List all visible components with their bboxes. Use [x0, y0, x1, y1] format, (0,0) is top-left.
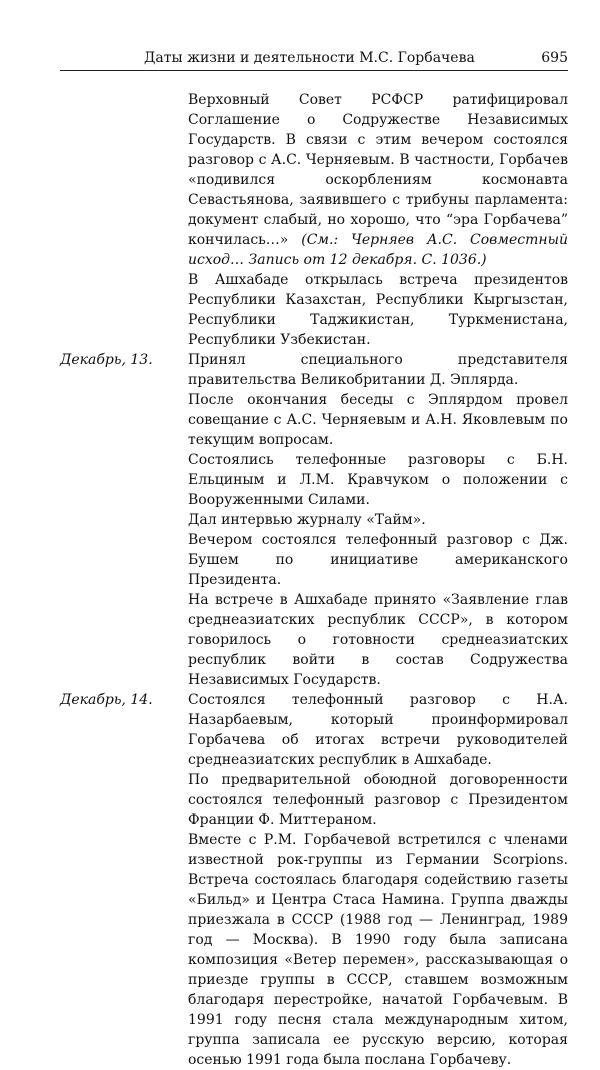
- paragraph: Вместе с Р.М. Горбачевой встретился с членами известной рок-группы из Германии Scorpions. Встреча состоялась благодаря содействию газеты «Бильд» и Центра Стаса Намина. Группа дважды приезжала в СССР (1988 год — Ленинград, 1989 год — Москва). В 1990 году была записана композиция «Ветер перемен», рассказывающая о приезде группы в СССР, ставшем возможным благодаря перестройке, начатой Горбачевым. В 1991 году песня стала международным хитом, группа записала ее русскую версию, которая осенью 1991 года была послана Горбачеву.: [188, 832, 568, 1068]
- entry-date: Декабрь, 13.: [60, 352, 153, 368]
- header-title: Даты жизни и деятельности М.С. Горбачева: [144, 50, 475, 66]
- entry-text: [188, 690, 568, 1070]
- paragraph: По предварительной обоюдной договоренности состоялся телефонный разговор с Президентом Франции Ф. Миттераном.: [188, 772, 568, 828]
- chronology-entry: [60, 690, 568, 1070]
- paragraph: Дал интервью журналу «Тайм».: [188, 512, 426, 528]
- page-number: 695: [541, 50, 568, 66]
- chronology-body: [60, 90, 568, 1070]
- running-header: [60, 48, 568, 72]
- paragraph-text: Верховный Совет РСФСР ратифицировал Соглашение о Содружестве Независимых Государств. В связи с этим вечером состоялся разговор с А.С. Черняевым. В частности, Горбачев «подивился оскорблениям космонавта Севастьянова, заявившего с трибуны парламента: документ слабый, но хорошо, что “эра Горбачева” кончилась…»: [188, 92, 568, 248]
- paragraph: В Ашхабаде открылась встреча президентов Республики Казахстан, Республики Кыргызстан, Республики Таджикистан, Туркменистана, Республики Узбекистан.: [188, 272, 568, 348]
- paragraph: На встрече в Ашхабаде принято «Заявление глав среднеазиатских республик СССР», в котором говорилось о готовности среднеазиатских республик войти в состав Содружества Независимых Государств.: [188, 592, 568, 688]
- paragraph: Состоялся телефонный разговор с Н.А. Назарбаевым, который проинформировал Горбачева об итогах встречи руководителей среднеазиатских республик в Ашхабаде.: [188, 692, 568, 768]
- entry-text: [188, 90, 568, 350]
- chronology-entry: [60, 90, 568, 350]
- chronology-entry: [60, 350, 568, 690]
- paragraph: [188, 90, 568, 270]
- entry-text: [188, 350, 568, 690]
- citation: (См.: Черняев А.С. Совместный исход… Запись от 12 декабря. С. 1036.): [188, 232, 568, 268]
- paragraph: Принял специального представителя правительства Великобритании Д. Эплярда.: [188, 352, 568, 388]
- paragraph: Вечером состоялся телефонный разговор с Дж. Бушем по инициативе американского Президента.: [188, 532, 568, 588]
- header-rule: [60, 70, 568, 71]
- entry-date: Декабрь, 14.: [60, 692, 153, 708]
- paragraph: После окончания беседы с Эплярдом провел совещание с А.С. Черняевым и А.Н. Яковлевым по текущим вопросам.: [188, 392, 568, 448]
- paragraph: Состоялись телефонные разговоры с Б.Н. Ельциным и Л.М. Кравчуком о положении с Вооруженными Силами.: [188, 452, 568, 508]
